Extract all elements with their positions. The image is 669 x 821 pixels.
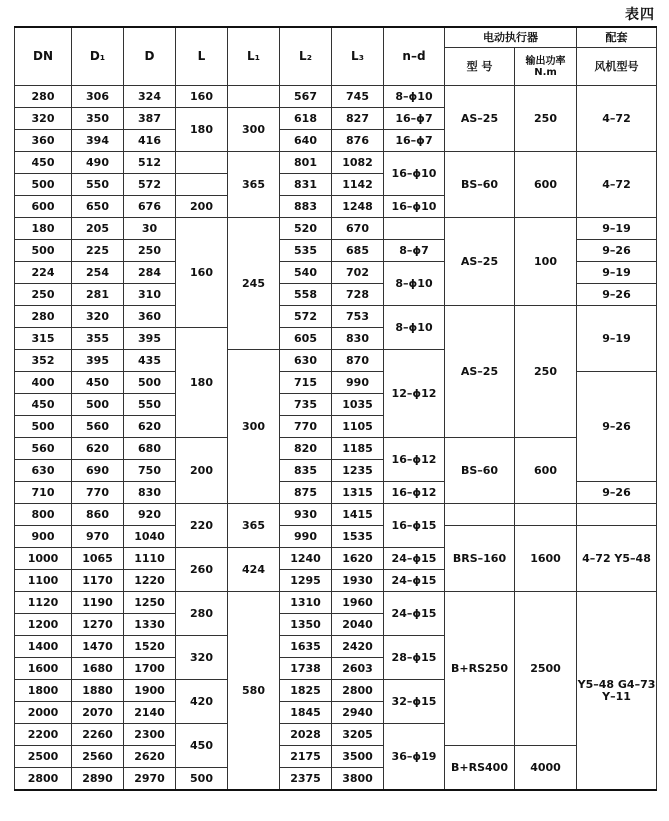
dn-cell: 1000 [15, 548, 72, 570]
d1-cell: 490 [72, 152, 124, 174]
l3-cell: 1960 [332, 592, 384, 614]
header-l: L [176, 27, 228, 86]
l2-cell: 535 [280, 240, 332, 262]
l3-cell: 2420 [332, 636, 384, 658]
dn-cell: 450 [15, 152, 72, 174]
l3-cell: 1105 [332, 416, 384, 438]
table-row [15, 86, 657, 108]
header-fan-group: 配套 [577, 27, 657, 48]
d-cell: 250 [124, 240, 176, 262]
d-cell: 1700 [124, 658, 176, 680]
d-cell: 1110 [124, 548, 176, 570]
d1-cell: 500 [72, 394, 124, 416]
fan-cell: 9–26 [577, 482, 657, 504]
d-cell: 680 [124, 438, 176, 460]
d1-cell: 690 [72, 460, 124, 482]
d-cell: 2970 [124, 768, 176, 791]
dn-cell: 630 [15, 460, 72, 482]
dn-cell: 710 [15, 482, 72, 504]
l-cell: 500 [176, 768, 228, 791]
d1-cell: 281 [72, 284, 124, 306]
l2-cell: 540 [280, 262, 332, 284]
nd-cell: 16–ϕ7 [384, 108, 445, 130]
power-cell: 600 [515, 152, 577, 218]
d1-cell: 2260 [72, 724, 124, 746]
d1-cell: 306 [72, 86, 124, 108]
dn-cell: 2500 [15, 746, 72, 768]
d-cell: 500 [124, 372, 176, 394]
l2-cell: 990 [280, 526, 332, 548]
d-cell: 2620 [124, 746, 176, 768]
l3-cell: 1930 [332, 570, 384, 592]
nd-cell: 16–ϕ15 [384, 504, 445, 548]
model-cell: BRS–160 [445, 526, 515, 592]
l2-cell: 735 [280, 394, 332, 416]
d1-cell: 1065 [72, 548, 124, 570]
l-cell: 280 [176, 592, 228, 636]
d-cell: 2140 [124, 702, 176, 724]
l2-cell: 640 [280, 130, 332, 152]
dn-cell: 280 [15, 306, 72, 328]
d-cell: 1900 [124, 680, 176, 702]
d1-cell: 1680 [72, 658, 124, 680]
nd-cell: 16–ϕ10 [384, 152, 445, 196]
l3-cell: 3800 [332, 768, 384, 791]
l2-cell: 801 [280, 152, 332, 174]
d1-cell: 320 [72, 306, 124, 328]
header-l3: L₃ [332, 27, 384, 86]
d-cell: 2300 [124, 724, 176, 746]
l3-cell: 1415 [332, 504, 384, 526]
model-cell: AS–25 [445, 86, 515, 152]
l3-cell: 2940 [332, 702, 384, 724]
l2-cell: 835 [280, 460, 332, 482]
d1-cell: 2890 [72, 768, 124, 791]
dn-cell: 280 [15, 86, 72, 108]
l-cell: 200 [176, 438, 228, 504]
header-l1: L₁ [228, 27, 280, 86]
d-cell: 620 [124, 416, 176, 438]
l1-cell-empty [228, 86, 280, 108]
l1-cell: 365 [228, 152, 280, 218]
dn-cell: 1800 [15, 680, 72, 702]
dn-cell: 500 [15, 240, 72, 262]
power-cell-empty [515, 504, 577, 526]
d1-cell: 355 [72, 328, 124, 350]
d1-cell: 350 [72, 108, 124, 130]
l2-cell: 520 [280, 218, 332, 240]
l3-cell: 1185 [332, 438, 384, 460]
l3-cell: 1315 [332, 482, 384, 504]
nd-cell: 16–ϕ7 [384, 130, 445, 152]
d1-cell: 970 [72, 526, 124, 548]
d1-cell: 1170 [72, 570, 124, 592]
l2-cell: 2028 [280, 724, 332, 746]
table-body [15, 86, 657, 791]
l2-cell: 618 [280, 108, 332, 130]
d1-cell: 1190 [72, 592, 124, 614]
header-actuator: 电动执行器 [445, 27, 577, 48]
l3-cell: 827 [332, 108, 384, 130]
power-cell: 4000 [515, 746, 577, 791]
fan-cell: Y5–48 G4–73 Y–11 [577, 592, 657, 791]
header-d1: D₁ [72, 27, 124, 86]
l3-cell: 830 [332, 328, 384, 350]
fan-cell: 9–26 [577, 240, 657, 262]
l2-cell: 630 [280, 350, 332, 372]
header-model: 型 号 [445, 48, 515, 86]
table-row [15, 504, 657, 526]
l3-cell: 3205 [332, 724, 384, 746]
l3-cell: 870 [332, 350, 384, 372]
fan-cell: 4–72 [577, 86, 657, 152]
table-row [15, 218, 657, 240]
power-cell: 100 [515, 218, 577, 306]
d1-cell: 620 [72, 438, 124, 460]
l2-cell: 930 [280, 504, 332, 526]
l3-cell: 1142 [332, 174, 384, 196]
l2-cell: 605 [280, 328, 332, 350]
dn-cell: 900 [15, 526, 72, 548]
d1-cell: 1470 [72, 636, 124, 658]
l2-cell: 820 [280, 438, 332, 460]
dn-cell: 500 [15, 416, 72, 438]
header-l2: L₂ [280, 27, 332, 86]
dn-cell: 2200 [15, 724, 72, 746]
l-cell: 320 [176, 636, 228, 680]
l1-cell: 580 [228, 592, 280, 791]
l1-cell: 245 [228, 218, 280, 350]
power-cell: 1600 [515, 526, 577, 592]
d-cell: 416 [124, 130, 176, 152]
l2-cell: 1825 [280, 680, 332, 702]
l3-cell: 1620 [332, 548, 384, 570]
d-cell: 1040 [124, 526, 176, 548]
table-row [15, 438, 657, 460]
d1-cell: 205 [72, 218, 124, 240]
fan-cell: 4–72 Y5–48 [577, 526, 657, 592]
l1-cell: 300 [228, 350, 280, 504]
d1-cell: 860 [72, 504, 124, 526]
d-cell: 30 [124, 218, 176, 240]
d-cell: 284 [124, 262, 176, 284]
l2-cell: 1240 [280, 548, 332, 570]
l3-cell: 685 [332, 240, 384, 262]
fan-cell-empty [577, 504, 657, 526]
specification-table [14, 26, 657, 791]
nd-cell: 36–ϕ19 [384, 724, 445, 791]
nd-cell: 12–ϕ12 [384, 350, 445, 438]
l2-cell: 715 [280, 372, 332, 394]
model-cell: AS–25 [445, 218, 515, 306]
d-cell: 920 [124, 504, 176, 526]
l2-cell: 2375 [280, 768, 332, 791]
table-row [15, 526, 657, 548]
nd-cell-empty [384, 218, 445, 240]
header-d: D [124, 27, 176, 86]
nd-cell: 24–ϕ15 [384, 592, 445, 636]
dn-cell: 1120 [15, 592, 72, 614]
d-cell: 572 [124, 174, 176, 196]
l3-cell: 1248 [332, 196, 384, 218]
nd-cell: 24–ϕ15 [384, 570, 445, 592]
model-cell: B+RS400 [445, 746, 515, 791]
nd-cell: 28–ϕ15 [384, 636, 445, 680]
table-row [15, 746, 657, 768]
fan-cell: 9–19 [577, 306, 657, 372]
l2-cell: 1350 [280, 614, 332, 636]
fan-cell: 4–72 [577, 152, 657, 218]
nd-cell: 16–ϕ10 [384, 196, 445, 218]
model-cell: BS–60 [445, 438, 515, 504]
d1-cell: 254 [72, 262, 124, 284]
l3-cell: 702 [332, 262, 384, 284]
l1-cell: 365 [228, 504, 280, 548]
header-dn: DN [15, 27, 72, 86]
l-cell: 160 [176, 218, 228, 328]
d-cell: 750 [124, 460, 176, 482]
d-cell: 310 [124, 284, 176, 306]
d-cell: 387 [124, 108, 176, 130]
d-cell: 1250 [124, 592, 176, 614]
table-row [15, 306, 657, 328]
nd-cell: 16–ϕ12 [384, 438, 445, 482]
l3-cell: 2603 [332, 658, 384, 680]
l2-cell: 572 [280, 306, 332, 328]
l-cell: 420 [176, 680, 228, 724]
l2-cell: 2175 [280, 746, 332, 768]
d-cell: 1520 [124, 636, 176, 658]
l3-cell: 876 [332, 130, 384, 152]
d1-cell: 450 [72, 372, 124, 394]
d-cell: 830 [124, 482, 176, 504]
l2-cell: 1295 [280, 570, 332, 592]
l2-cell: 567 [280, 86, 332, 108]
dn-cell: 320 [15, 108, 72, 130]
nd-cell: 16–ϕ12 [384, 482, 445, 504]
l3-cell: 2800 [332, 680, 384, 702]
dn-cell: 500 [15, 174, 72, 196]
l-cell-empty [176, 174, 228, 196]
l-cell-empty [176, 152, 228, 174]
l2-cell: 1310 [280, 592, 332, 614]
dn-cell: 360 [15, 130, 72, 152]
dn-cell: 315 [15, 328, 72, 350]
power-cell: 250 [515, 306, 577, 438]
dn-cell: 600 [15, 196, 72, 218]
l3-cell: 670 [332, 218, 384, 240]
d1-cell: 2560 [72, 746, 124, 768]
table-caption: 表四 [625, 7, 655, 23]
l3-cell: 728 [332, 284, 384, 306]
model-cell-empty [445, 504, 515, 526]
power-cell: 2500 [515, 592, 577, 746]
d1-cell: 1880 [72, 680, 124, 702]
header-fan-model: 风机型号 [577, 48, 657, 86]
l2-cell: 770 [280, 416, 332, 438]
table-row [15, 592, 657, 614]
nd-cell: 8–ϕ7 [384, 240, 445, 262]
model-cell: BS–60 [445, 152, 515, 218]
model-cell: B+RS250 [445, 592, 515, 746]
l2-cell: 1635 [280, 636, 332, 658]
fan-cell: 9–26 [577, 372, 657, 482]
d-cell: 1330 [124, 614, 176, 636]
l2-cell: 1738 [280, 658, 332, 680]
nd-cell: 8–ϕ10 [384, 86, 445, 108]
dn-cell: 250 [15, 284, 72, 306]
d-cell: 324 [124, 86, 176, 108]
l3-cell: 2040 [332, 614, 384, 636]
l2-cell: 883 [280, 196, 332, 218]
l-cell: 160 [176, 86, 228, 108]
d1-cell: 770 [72, 482, 124, 504]
dn-cell: 400 [15, 372, 72, 394]
l2-cell: 1845 [280, 702, 332, 724]
l3-cell: 1082 [332, 152, 384, 174]
power-cell: 250 [515, 86, 577, 152]
d-cell: 512 [124, 152, 176, 174]
l3-cell: 990 [332, 372, 384, 394]
d1-cell: 395 [72, 350, 124, 372]
l1-cell: 424 [228, 548, 280, 592]
d1-cell: 550 [72, 174, 124, 196]
dn-cell: 2800 [15, 768, 72, 791]
d1-cell: 2070 [72, 702, 124, 724]
d1-cell: 225 [72, 240, 124, 262]
d-cell: 360 [124, 306, 176, 328]
dn-cell: 1100 [15, 570, 72, 592]
d-cell: 550 [124, 394, 176, 416]
l1-cell: 300 [228, 108, 280, 152]
l-cell: 200 [176, 196, 228, 218]
fan-cell: 9–19 [577, 262, 657, 284]
dn-cell: 450 [15, 394, 72, 416]
l3-cell: 753 [332, 306, 384, 328]
d-cell: 1220 [124, 570, 176, 592]
l3-cell: 1535 [332, 526, 384, 548]
d-cell: 395 [124, 328, 176, 350]
dn-cell: 1400 [15, 636, 72, 658]
dn-cell: 180 [15, 218, 72, 240]
l-cell: 260 [176, 548, 228, 592]
l3-cell: 3500 [332, 746, 384, 768]
dn-cell: 352 [15, 350, 72, 372]
l3-cell: 1235 [332, 460, 384, 482]
nd-cell: 24–ϕ15 [384, 548, 445, 570]
header-power: 输出功率 N.m [515, 48, 577, 86]
nd-cell: 8–ϕ10 [384, 306, 445, 350]
model-cell: AS–25 [445, 306, 515, 438]
nd-cell: 32–ϕ15 [384, 680, 445, 724]
l3-cell: 745 [332, 86, 384, 108]
d-cell: 435 [124, 350, 176, 372]
table-row [15, 152, 657, 174]
l3-cell: 1035 [332, 394, 384, 416]
dn-cell: 2000 [15, 702, 72, 724]
dn-cell: 1600 [15, 658, 72, 680]
fan-cell: 9–26 [577, 284, 657, 306]
dn-cell: 1200 [15, 614, 72, 636]
d1-cell: 1270 [72, 614, 124, 636]
nd-cell: 8–ϕ10 [384, 262, 445, 306]
d1-cell: 560 [72, 416, 124, 438]
d1-cell: 650 [72, 196, 124, 218]
l2-cell: 558 [280, 284, 332, 306]
l-cell: 180 [176, 108, 228, 152]
dn-cell: 224 [15, 262, 72, 284]
l-cell: 220 [176, 504, 228, 548]
power-cell: 600 [515, 438, 577, 504]
dn-cell: 800 [15, 504, 72, 526]
l2-cell: 831 [280, 174, 332, 196]
d-cell: 676 [124, 196, 176, 218]
fan-cell: 9–19 [577, 218, 657, 240]
d1-cell: 394 [72, 130, 124, 152]
l2-cell: 875 [280, 482, 332, 504]
l-cell: 180 [176, 328, 228, 438]
table-header [15, 27, 657, 86]
header-n-d: n–d [384, 27, 445, 86]
l-cell: 450 [176, 724, 228, 768]
dn-cell: 560 [15, 438, 72, 460]
